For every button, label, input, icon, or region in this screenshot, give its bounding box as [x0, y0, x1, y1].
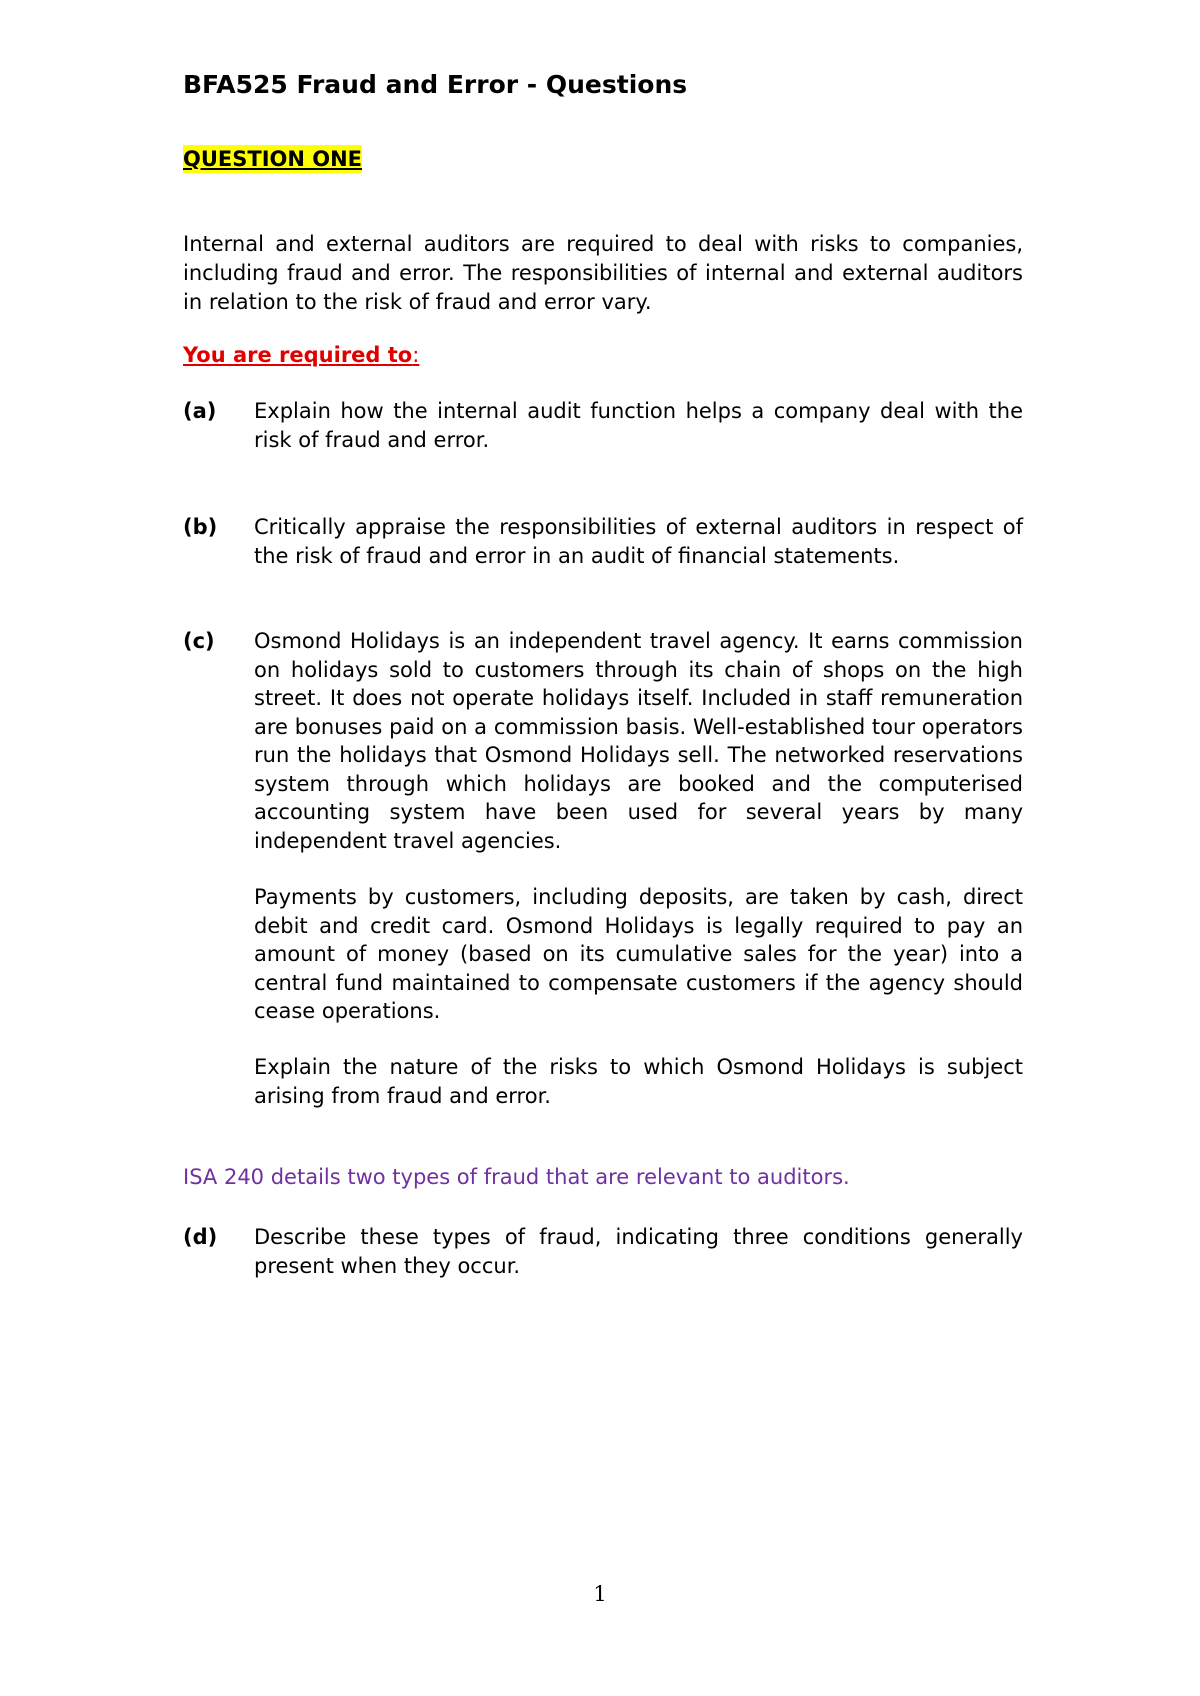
part-c-paragraph-3: Explain the nature of the risks to which Osmond Holidays is subject arising from fraud and error. — [254, 1055, 1023, 1108]
required-heading — [183, 343, 419, 367]
question-heading: QUESTION ONE — [183, 147, 363, 171]
part-b-text: Critically appraise the responsibilities of external auditors in respect of the risk of fraud and error in an audit of financial statements. — [254, 515, 1023, 568]
page-number: 1 — [593, 1582, 607, 1606]
part-c-paragraph-2: Payments by customers, including deposits, are taken by cash, direct debit and credit card. Osmond Holidays is legally required to pay an amount of money (based on its cumulative sales for the year) into a central fund maintained to compensate customers if the agency should cease operations. — [254, 885, 1023, 1023]
part-a-label: (a) — [183, 399, 217, 423]
part-a-text: Explain how the internal audit function helps a company deal with the risk of fraud and error. — [254, 399, 1023, 452]
part-c-label: (c) — [183, 629, 215, 653]
part-c-paragraph-1: Osmond Holidays is an independent travel agency. It earns commission on holidays sold to customers through its chain of shops on the high street. It does not operate holidays itself. Included in staff remuneration are bonuses paid on a commission basis. Well-established tour operators run the holidays that Osmond Holidays sell. The networked reservations system through which holidays are booked and the computerised accounting system have been used for several years by many independent travel agencies. — [254, 629, 1023, 853]
part-d-label: (d) — [183, 1225, 218, 1249]
isa-240-note: ISA 240 details two types of fraud that are relevant to auditors. — [183, 1165, 850, 1189]
required-colon: : — [412, 343, 420, 367]
part-d-text: Describe these types of fraud, indicating three conditions generally present when they occur. — [254, 1225, 1023, 1278]
intro-paragraph: Internal and external auditors are required to deal with risks to companies, including fraud and error. The responsibilities of internal and external auditors in relation to the risk of fraud and error vary. — [183, 232, 1023, 314]
required-label: You are required to — [183, 343, 413, 367]
document-title: BFA525 Fraud and Error - Questions — [183, 70, 688, 99]
part-b-label: (b) — [183, 515, 218, 539]
